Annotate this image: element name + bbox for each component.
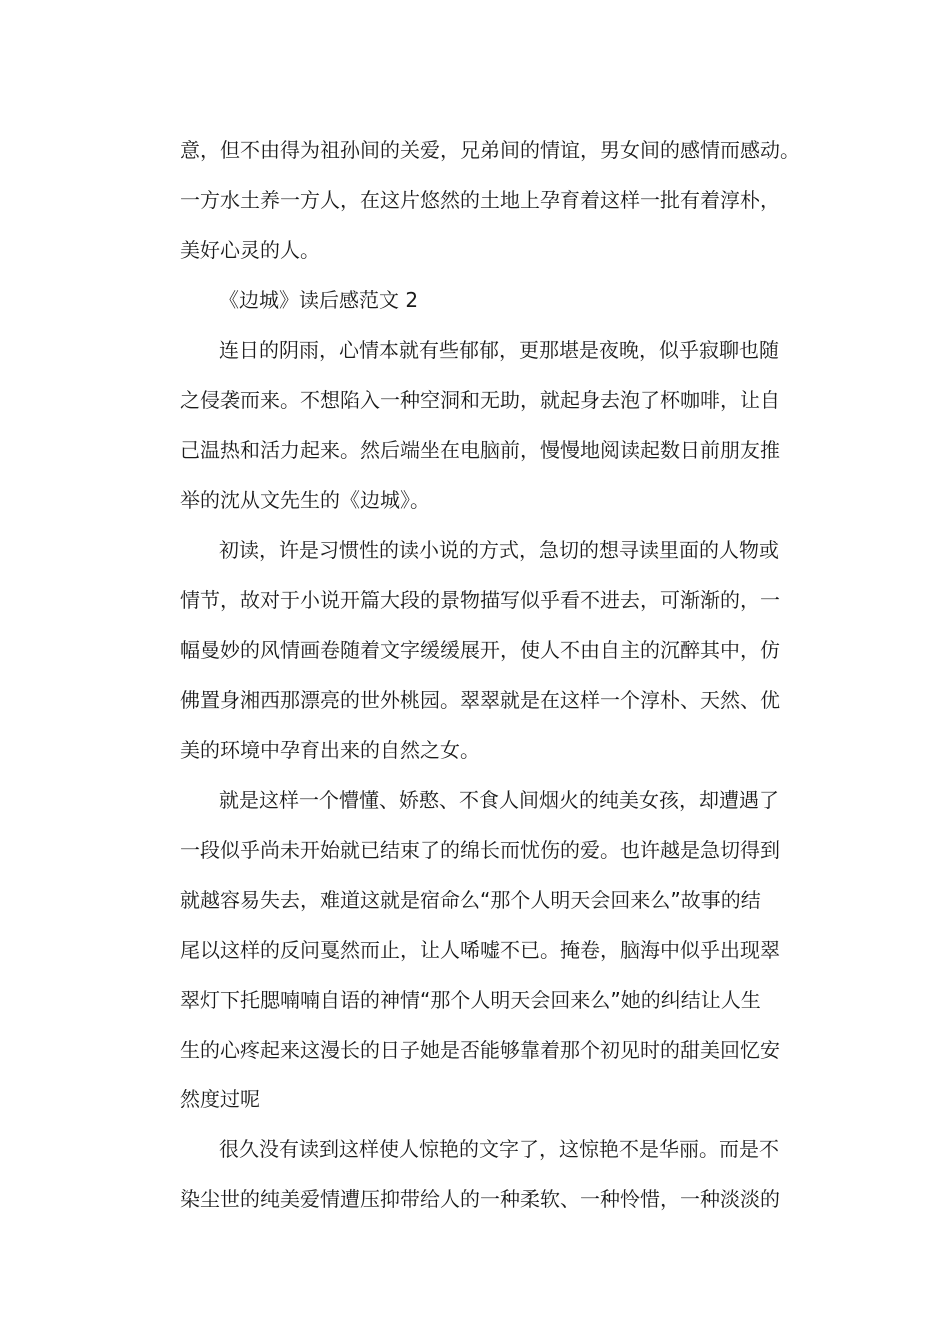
- text-line: 连日的阴雨，心情本就有些郁郁，更那堪是夜晚，似乎寂聊也随: [219, 338, 779, 362]
- text-line: 就越容易失去，难道这就是宿命么“那个人明天会回来么”故事的结: [180, 888, 761, 912]
- text-line: 之侵袭而来。不想陷入一种空洞和无助，就起身去泡了杯咖啡，让自: [180, 388, 780, 412]
- text-line: 美好心灵的人。: [180, 238, 320, 262]
- text-line: 美的环境中孕育出来的自然之女。: [180, 738, 480, 762]
- text-line: 一段似乎尚未开始就已结束了的绵长而忧伤的爱。也许越是急切得到: [180, 838, 780, 862]
- text-line: 幅曼妙的风情画卷随着文字缓缓展开，使人不由自主的沉醉其中，仿: [180, 638, 780, 662]
- text-line: 情节，故对于小说开篇大段的景物描写似乎看不进去，可渐渐的，一: [180, 588, 780, 612]
- text-line: 然度过呢: [180, 1087, 260, 1111]
- section-heading: 《边城》读后感范文 2: [219, 288, 419, 312]
- text-line: 意，但不由得为祖孙间的关爱，兄弟间的情谊，男女间的感情而感动。: [180, 138, 800, 162]
- text-line: 就是这样一个懵懂、娇憨、不食人间烟火的纯美女孩，却遭遇了: [219, 788, 779, 812]
- text-line: 一方水土养一方人，在这片悠然的土地上孕育着这样一批有着淳朴，: [180, 188, 780, 212]
- text-line: 很久没有读到这样使人惊艳的文字了，这惊艳不是华丽。而是不: [219, 1137, 779, 1161]
- text-line: 举的沈从文先生的《边城》。: [180, 488, 430, 512]
- text-line: 生的心疼起来这漫长的日子她是否能够靠着那个初见时的甜美回忆安: [180, 1038, 780, 1062]
- text-line: 佛置身湘西那漂亮的世外桃园。翠翠就是在这样一个淳朴、天然、优: [180, 688, 780, 712]
- text-line: 染尘世的纯美爱情遭压抑带给人的一种柔软、一种怜惜，一种淡淡的: [180, 1187, 780, 1211]
- text-line: 尾以这样的反问戛然而止，让人唏嘘不已。掩卷，脑海中似乎出现翠: [180, 938, 780, 962]
- text-line: 己温热和活力起来。然后端坐在电脑前，慢慢地阅读起数日前朋友推: [180, 438, 780, 462]
- text-line: 初读，许是习惯性的读小说的方式，急切的想寻读里面的人物或: [219, 538, 779, 562]
- text-line: 翠灯下托腮喃喃自语的神情“那个人明天会回来么”她的纠结让人生: [180, 988, 761, 1012]
